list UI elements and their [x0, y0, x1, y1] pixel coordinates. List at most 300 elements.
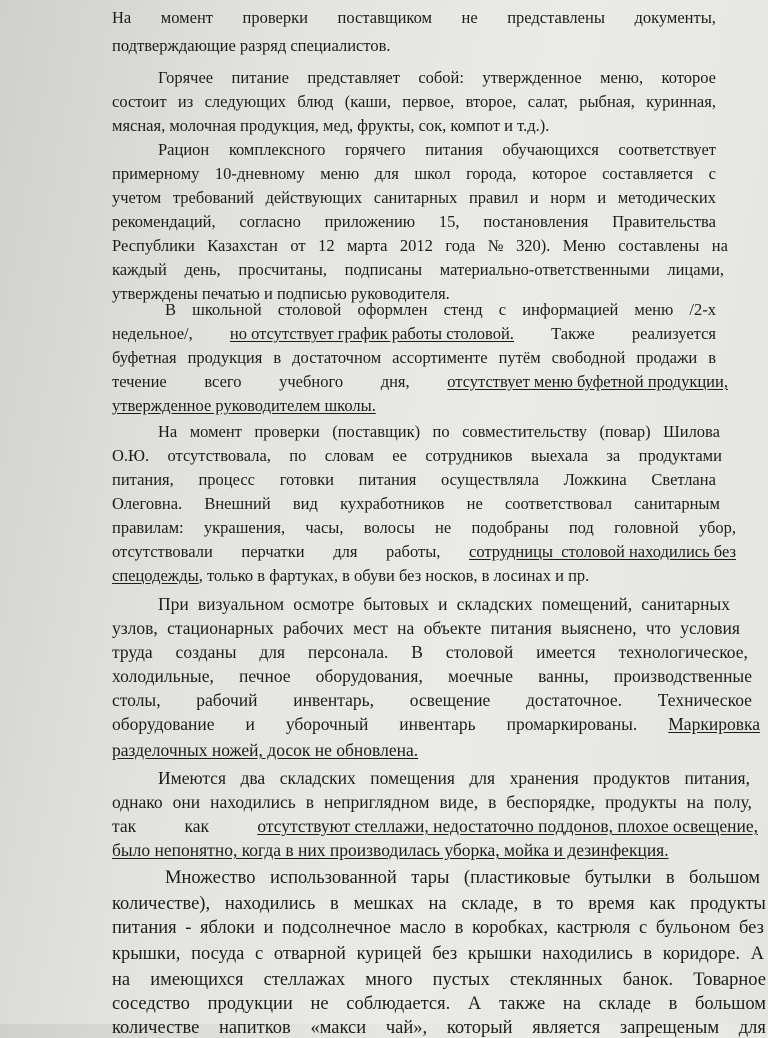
word: (поставщик) [332, 422, 421, 441]
word: без [432, 944, 458, 964]
text-line [112, 446, 722, 466]
word: момент [160, 8, 213, 27]
word: оформлен [357, 300, 428, 319]
word: стационарных [167, 618, 274, 638]
word: объекте [423, 618, 482, 638]
word: О.Ю. [112, 446, 150, 465]
word: словам [324, 446, 374, 465]
word: с [639, 918, 648, 938]
text-line [112, 470, 716, 490]
word: созданы [175, 642, 237, 662]
word: столы, [112, 690, 161, 710]
word: рыбная, [579, 92, 635, 111]
word: полу, [713, 792, 752, 812]
word: помещения [370, 768, 455, 788]
text-line [158, 140, 716, 160]
word: также [498, 994, 546, 1014]
word: материально-ответственными [439, 260, 650, 279]
word: мешках [353, 894, 414, 914]
word: которое [532, 164, 587, 183]
word: головной [614, 518, 679, 537]
word: бульоном [655, 918, 731, 938]
word: школ [414, 164, 451, 183]
word: № [487, 236, 504, 255]
word: питания [490, 618, 552, 638]
text-line [158, 768, 750, 788]
word: для [738, 1018, 766, 1038]
word: обучающихся [502, 140, 599, 159]
word: печное [238, 666, 291, 686]
word: соседство [112, 994, 190, 1014]
word: постановления [483, 212, 589, 231]
word: составлены [618, 236, 700, 255]
word: санитарных [641, 594, 730, 614]
word: ее [392, 446, 407, 465]
text-line [112, 970, 766, 990]
word: в [668, 994, 678, 1014]
word: куринная, [646, 92, 716, 111]
text-run: , только в фартуках, в обуви без носков, в лосинах и пр. [198, 566, 590, 585]
text-line [112, 566, 670, 586]
text-run: подтверждающие разряд специалистов. [112, 36, 391, 55]
word: как [649, 894, 676, 914]
word: дня, [380, 372, 410, 391]
word: и [438, 594, 448, 614]
word: для [333, 542, 358, 561]
word: Шилова [663, 422, 720, 441]
word: момент [189, 422, 242, 441]
word: согласно [239, 212, 301, 231]
underlined-text: утвержденное руководителем школы. [112, 396, 376, 415]
word: имеется [536, 642, 596, 662]
text-line [112, 1018, 766, 1038]
word: /2-х [689, 300, 716, 319]
word: коридоре. [662, 944, 740, 964]
word: документы, [634, 8, 716, 27]
text-line [112, 92, 716, 112]
word: соответствовал [504, 494, 612, 513]
word: марта [347, 236, 388, 255]
text-line [158, 422, 720, 442]
word: и [245, 714, 255, 734]
word: большом [695, 994, 766, 1014]
word: пустых [432, 970, 490, 990]
word: примерному [112, 164, 200, 183]
word: собой: [418, 68, 464, 87]
word: следующих [204, 92, 286, 111]
word: - [185, 918, 192, 938]
word: для [259, 642, 285, 662]
word: блюд [297, 92, 334, 111]
word: течение [112, 372, 167, 391]
word: на [562, 994, 581, 1014]
text-line [112, 816, 758, 836]
text-line [112, 666, 752, 686]
word: подсолнечное [281, 918, 391, 938]
word: составляется [602, 164, 694, 183]
word: крышки, [112, 944, 181, 964]
word: виде, [439, 792, 479, 812]
word: школьной [192, 300, 262, 319]
underlined-text: разделочных ножей, досок не обновлена. [112, 740, 419, 760]
word: достаточное. [526, 690, 623, 710]
word: напитков [218, 1018, 291, 1038]
word: 10-дневному [214, 164, 305, 183]
underlined-text: отсутствует меню буфетной продукции, [447, 372, 728, 391]
word: волосы [363, 518, 415, 537]
word: В [411, 642, 423, 662]
word: Республики [112, 236, 195, 255]
word: 15, [438, 212, 460, 231]
word: ванны, [538, 666, 589, 686]
word: банок. [622, 970, 674, 990]
word: процесс [198, 470, 256, 489]
word: выяснено, [561, 618, 637, 638]
word: которое [661, 68, 716, 87]
word: При [158, 594, 189, 614]
text-line [112, 396, 520, 416]
word: проверки [254, 422, 320, 441]
text-run: мясная, молочная продукция, мед, фрукты, сок, компот и т.д.). [112, 116, 550, 135]
word: ассортименте [392, 348, 488, 367]
text-line [112, 324, 716, 344]
word: А [467, 994, 482, 1014]
word: имеющихся [150, 970, 244, 990]
word: на [112, 970, 131, 990]
word: так [112, 816, 137, 836]
text-line [112, 372, 728, 392]
word: на [397, 618, 415, 638]
word: в [533, 894, 542, 914]
word: продукты [605, 792, 677, 812]
word: столовой [277, 300, 342, 319]
word: освещение [409, 690, 491, 710]
text-line [112, 188, 716, 208]
word: большом [689, 868, 760, 888]
word: персонала. [307, 642, 389, 662]
word: На [158, 422, 178, 441]
word: моечные [447, 666, 514, 686]
word: Внешний [204, 494, 271, 513]
text-line [112, 918, 764, 938]
word: осуществляла [441, 470, 539, 489]
word: действующих [265, 188, 363, 207]
word: приложению [324, 212, 416, 231]
word: 2012 [399, 236, 433, 255]
word: питания [425, 140, 483, 159]
word: требований [172, 188, 254, 207]
word: из [177, 92, 194, 111]
word: Казахстан [207, 236, 278, 255]
word: правил [468, 188, 519, 207]
word: соблюдается. [346, 994, 451, 1014]
word: без [738, 918, 764, 938]
text-line [112, 542, 736, 562]
word: Рацион [158, 140, 210, 159]
underlined-text: Маркировка [668, 714, 760, 734]
word: масло [399, 918, 447, 938]
word: за [606, 446, 621, 465]
word: питания, [112, 470, 174, 489]
word: бытовых [363, 594, 429, 614]
word: меню, [600, 68, 644, 87]
word: с [708, 164, 716, 183]
word: Светлана [651, 470, 716, 489]
word: работы, [385, 542, 441, 561]
word: Горячее [158, 68, 214, 87]
word: года [445, 236, 476, 255]
word: складских [456, 594, 533, 614]
word: яблоки [200, 918, 255, 938]
word: хранения [509, 768, 579, 788]
word: инвентарь [399, 714, 476, 734]
word: учетом [112, 188, 162, 207]
word: бутылки [584, 868, 652, 888]
word: с [498, 300, 507, 319]
word: меню [320, 164, 360, 183]
word: по [432, 422, 450, 441]
text-line [112, 236, 728, 256]
word: не [435, 518, 452, 537]
text-line [112, 994, 766, 1014]
word: подобраны [471, 518, 549, 537]
word: перчатки [241, 542, 305, 561]
word: тары [411, 868, 450, 888]
word: буфетная [112, 348, 177, 367]
word: «макси [310, 1018, 367, 1038]
word: который [446, 1018, 513, 1038]
word: под [568, 518, 594, 537]
word: неприглядном [323, 792, 430, 812]
word: чай», [385, 1018, 428, 1038]
text-line [165, 868, 760, 888]
word: в [643, 944, 653, 964]
word: норм [550, 188, 586, 207]
word: отварной [273, 944, 346, 964]
word: в [305, 792, 314, 812]
word: реализуется [631, 324, 716, 343]
word: санитарным [634, 494, 720, 513]
word: питания [112, 918, 177, 938]
word: стеклянных [509, 970, 603, 990]
word: в [330, 894, 339, 914]
word: осмотре [293, 594, 355, 614]
word: сотрудников [425, 446, 513, 465]
text-line [112, 714, 760, 734]
word: На [112, 8, 132, 27]
text-line [112, 792, 752, 812]
word: соответствует [618, 140, 716, 159]
word: использованной [269, 868, 397, 888]
text-line [112, 36, 520, 56]
underlined-text: отсутствуют стеллажи, недостаточно поддонов, плохое освещение, [257, 816, 758, 836]
word: достаточном [292, 348, 382, 367]
word: В [165, 300, 177, 319]
word: два [240, 768, 266, 788]
word: информацией [522, 300, 619, 319]
word: на [428, 894, 447, 914]
word: готовки [279, 470, 334, 489]
word: (каши, [344, 92, 391, 111]
text-run: утверждены печатью и подписью руководителя. [112, 284, 450, 303]
word: рекомендаций, [112, 212, 216, 231]
word: столовой [445, 642, 514, 662]
word: Техническое [657, 690, 752, 710]
word: учебного [279, 372, 344, 391]
word: представляет [307, 68, 400, 87]
word: складских [279, 768, 356, 788]
word: отсутствовала, [167, 446, 271, 465]
word: в [454, 918, 464, 938]
text-line [112, 164, 716, 184]
word: (повар) [599, 422, 651, 441]
word: складе, [461, 894, 519, 914]
word: стенд [443, 300, 483, 319]
word: на [686, 792, 704, 812]
word: от [290, 236, 306, 255]
word: путём [498, 348, 541, 367]
text-line [112, 518, 736, 538]
text-line [165, 300, 716, 320]
underlined-text: но отсутствует график работы столовой. [229, 324, 514, 343]
word: и [597, 188, 607, 207]
word: питание [231, 68, 289, 87]
word: комплексного [228, 140, 326, 159]
word: находились [224, 894, 316, 914]
word: утвержденное [482, 68, 582, 87]
text-line [112, 494, 720, 514]
word: Множество [165, 868, 256, 888]
text-line [112, 840, 730, 860]
text-line [158, 68, 716, 88]
text-line [112, 618, 740, 638]
word: выехала [530, 446, 589, 465]
word: продуктов [593, 768, 670, 788]
word: на [711, 236, 728, 255]
word: лицами, [667, 260, 724, 279]
word: не [461, 8, 478, 27]
text-line [112, 348, 716, 368]
word: отсутствовали [112, 542, 213, 561]
word: продукция [187, 348, 263, 367]
word: день, [184, 260, 221, 279]
word: находились [210, 792, 296, 812]
word: оборудование [112, 714, 215, 734]
word: второе, [465, 92, 517, 111]
word: города, [466, 164, 517, 183]
word: стеллажах [263, 970, 346, 990]
word: производственные [613, 666, 752, 686]
word: кухработников [340, 494, 445, 513]
word: просчитаны, [238, 260, 327, 279]
word: визуальном [197, 594, 285, 614]
word: помещений, [541, 594, 633, 614]
word: 320). [515, 236, 551, 255]
word: всего [204, 372, 242, 391]
word: по [289, 446, 307, 465]
word: количестве), [112, 894, 211, 914]
word: убор, [698, 518, 736, 537]
word: не [310, 994, 329, 1014]
word: количестве [112, 1018, 200, 1038]
word: меню [634, 300, 674, 319]
word: узлов, [112, 618, 158, 638]
word: не [466, 494, 483, 513]
word: методических [617, 188, 716, 207]
word: уборочный [285, 714, 369, 734]
word: является [532, 1018, 601, 1038]
word: Имеются [158, 768, 227, 788]
word: питания, [684, 768, 750, 788]
word: рабочий [196, 690, 258, 710]
word: условия [680, 618, 740, 638]
word: в [273, 348, 282, 367]
word: много [365, 970, 413, 990]
word: рабочих [283, 618, 344, 638]
word: и [263, 918, 274, 938]
word: Ложкина [563, 470, 627, 489]
word: складе [598, 994, 651, 1014]
word: инвентарь, [293, 690, 374, 710]
word: Меню [562, 236, 606, 255]
word: они [172, 792, 201, 812]
word: промаркированы. [506, 714, 638, 734]
word: проверки [242, 8, 308, 27]
word: горячего [344, 140, 406, 159]
word: коробках, [472, 918, 549, 938]
word: каждый [112, 260, 167, 279]
text-line [112, 260, 724, 280]
text-line [112, 116, 700, 136]
word: с [254, 944, 264, 964]
word: питания [358, 470, 417, 489]
text-line [112, 740, 460, 760]
word: посуда [191, 944, 245, 964]
word: поставщиком [337, 8, 432, 27]
word: украшения, [203, 518, 286, 537]
word: Товарное [693, 970, 766, 990]
text-line [158, 594, 730, 614]
word: совместительству [462, 422, 587, 441]
word: для [374, 164, 399, 183]
text-line [112, 944, 764, 964]
word: беспорядке, [506, 792, 596, 812]
word: время [588, 894, 635, 914]
word: оборудования, [315, 666, 423, 686]
word: продукции [207, 994, 293, 1014]
underlined-text: сотрудницы столовой находились без [469, 542, 736, 561]
word: салат, [527, 92, 568, 111]
word: крышки [467, 944, 532, 964]
word: и [529, 188, 539, 207]
word: правилам: [112, 518, 184, 537]
word: 12 [318, 236, 335, 255]
word: первое, [402, 92, 455, 111]
word: представлены [507, 8, 605, 27]
word: труда [112, 642, 153, 662]
word: курицей [356, 944, 422, 964]
word: состоит [112, 92, 167, 111]
word: для [469, 768, 496, 788]
text-line [112, 894, 766, 914]
word: часы, [305, 518, 344, 537]
word: то [556, 894, 574, 914]
underlined-text: спецодежды [112, 566, 199, 585]
text-line [112, 690, 752, 710]
text-line [112, 212, 716, 232]
word: свободной [551, 348, 626, 367]
word: как [184, 816, 209, 836]
